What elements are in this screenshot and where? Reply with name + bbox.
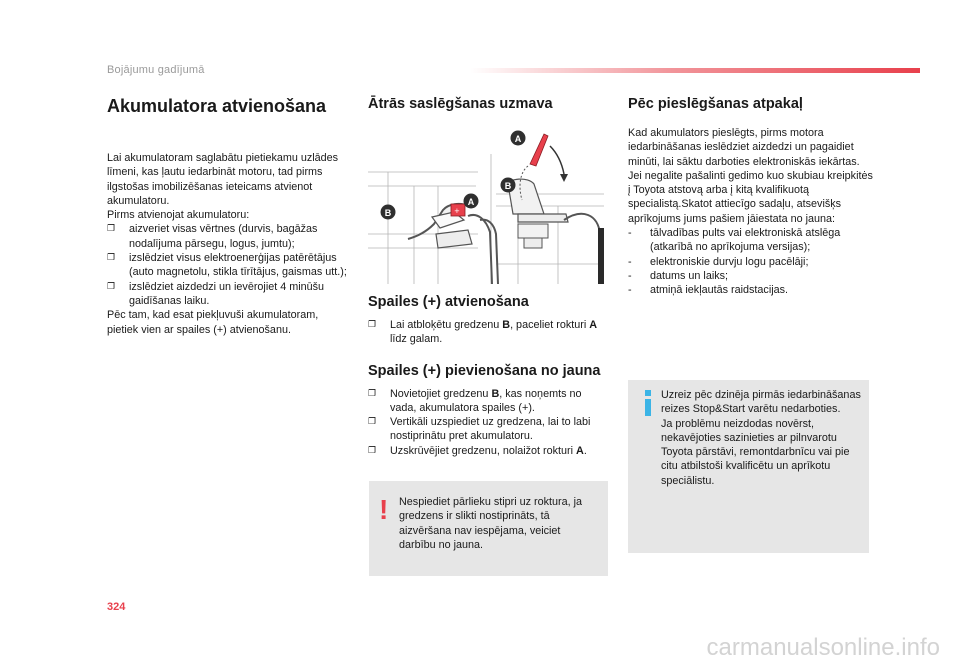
square-bullet-icon: ❐: [368, 417, 377, 428]
column-battery-disconnect: [107, 96, 352, 337]
list-item: ❐ izslēdziet aizdedzi un ievērojiet 4 minūšu gaidīšanas laiku.: [107, 280, 325, 307]
page-number: 324: [107, 601, 126, 613]
section-title-disconnect: Spailes (+) atvienošana: [368, 294, 529, 310]
list-item: - datums un laiks;: [628, 269, 729, 282]
list-item: - tālvadības pults vai elektroniskā atslēga (atkarībā no aprīkojuma versijas);: [628, 227, 841, 254]
running-header: Bojājumu gadījumā: [107, 64, 205, 76]
section-title-reconnect: Spailes (+) pievienošana no jauna: [368, 362, 601, 379]
after-reconnect-text: [628, 126, 873, 298]
battery-text: [107, 151, 352, 337]
label-a-right: A: [514, 134, 522, 144]
outro-paragraph: Pēc tam, kad esat piekļuvuši akumulatoram, pietiek vien ar spailes (+) atvienošanu.: [107, 309, 319, 336]
list-item: ❐ izslēdziet visus elektroenerģijas patērētājus (auto magnetolu, stikla tīrītājus, gaismas utt.);: [107, 252, 347, 279]
square-bullet-icon: ❐: [368, 320, 377, 330]
exclamation-icon: !: [379, 494, 389, 525]
square-bullet-icon: ❐: [107, 253, 116, 264]
battery-clamp-diagram: [368, 124, 604, 284]
reconnect-steps: [368, 387, 608, 458]
label-b-left: B: [384, 208, 392, 218]
column-quick-connector: [368, 96, 608, 458]
info-box: [628, 380, 869, 553]
pre-list-text: Pirms atvienojat akumulatoru:: [107, 209, 250, 222]
label-a-left: A: [467, 197, 475, 207]
square-bullet-icon: ❐: [107, 281, 116, 292]
list-item: ❐ aizveriet visas vērtnes (durvis, bagāžas nodalījuma pārsegu, logus, jumtu);: [107, 223, 318, 250]
header-accent-bar: [470, 68, 920, 73]
label-b-right: B: [504, 181, 512, 191]
square-bullet-icon: ❐: [368, 445, 377, 456]
info-text: Uzreiz pēc dzinēja pirmās iedarbināšanas reizes Stop&Start varētu nedarboties. Ja problēmu neizdodas novērst, nekavējoties sazinieties ar pilnvarotu Toyota pārstāvi, remontdarbnīcu vai pie citu atbilstoši kvalificētu un aprīkotu speciālistu.: [661, 389, 861, 487]
svg-text:+: +: [454, 207, 460, 215]
warning-box: [369, 481, 608, 576]
page-title: Akumulatora atvienošana: [107, 96, 327, 116]
list-item: ❐ Uzskrūvējiet gredzenu, nolaižot rokturi A.: [368, 444, 587, 457]
column-after-reconnect: [628, 96, 873, 298]
list-item: ❐ Novietojiet gredzenu B, kas noņemts no vada, akumulatora spailes (+).: [368, 387, 582, 414]
battery-terminal-illustration: [368, 124, 604, 284]
warning-text: Nespiediet pārlieku stipri uz roktura, ja gredzens ir slikti nostiprināts, tā aizvēršana nav iespējama, veiciet darbību no jauna.: [399, 496, 583, 551]
list-item: - elektroniskie durvju logu pacēlāji;: [628, 255, 809, 268]
section-title-quick-connector: Ātrās saslēgšanas uzmava: [368, 96, 553, 112]
disconnect-steps: [368, 318, 608, 347]
square-bullet-icon: ❐: [368, 388, 377, 399]
section-title-after-reconnect: Pēc pieslēgšanas atpakaļ: [628, 96, 803, 112]
info-icon: [642, 388, 654, 418]
list-item: - atmiņā iekļautās raidstacijas.: [628, 284, 789, 297]
watermark: carmanualsonline.info: [706, 634, 940, 661]
intro-paragraph: Lai akumulatoram saglabātu pietiekamu uzlādes līmeni, kas ļautu iedarbināt motoru, tad pirms ilgstošas imobilizēšanas ieteicams atvienot akumulatoru.: [107, 152, 339, 207]
list-item: ❐ Vertikāli uzspiediet uz gredzena, lai to labi nostiprinātu pret akumulatoru.: [368, 416, 591, 443]
square-bullet-icon: ❐: [107, 224, 116, 235]
list-item: ❐ Lai atbloķētu gredzenu B, paceliet rokturi A līdz galam.: [368, 319, 598, 346]
after-reconnect-paragraph: Kad akumulators pieslēgts, pirms motora iedarbināšanas ieslēdziet aizdedzi un pagaidiet minūti, lai sāktu darboties elektroniskās iekārtas. Jei negalite pašalinti gedimo kuo skubiau kreipkitės į Toyota atstovą arba į kitą kvalifikuotą specialistą.Skatot attiecīgo sadaļu, atsevišķs aprīkojums jums pašiem jāiestata no jauna:: [628, 127, 873, 225]
